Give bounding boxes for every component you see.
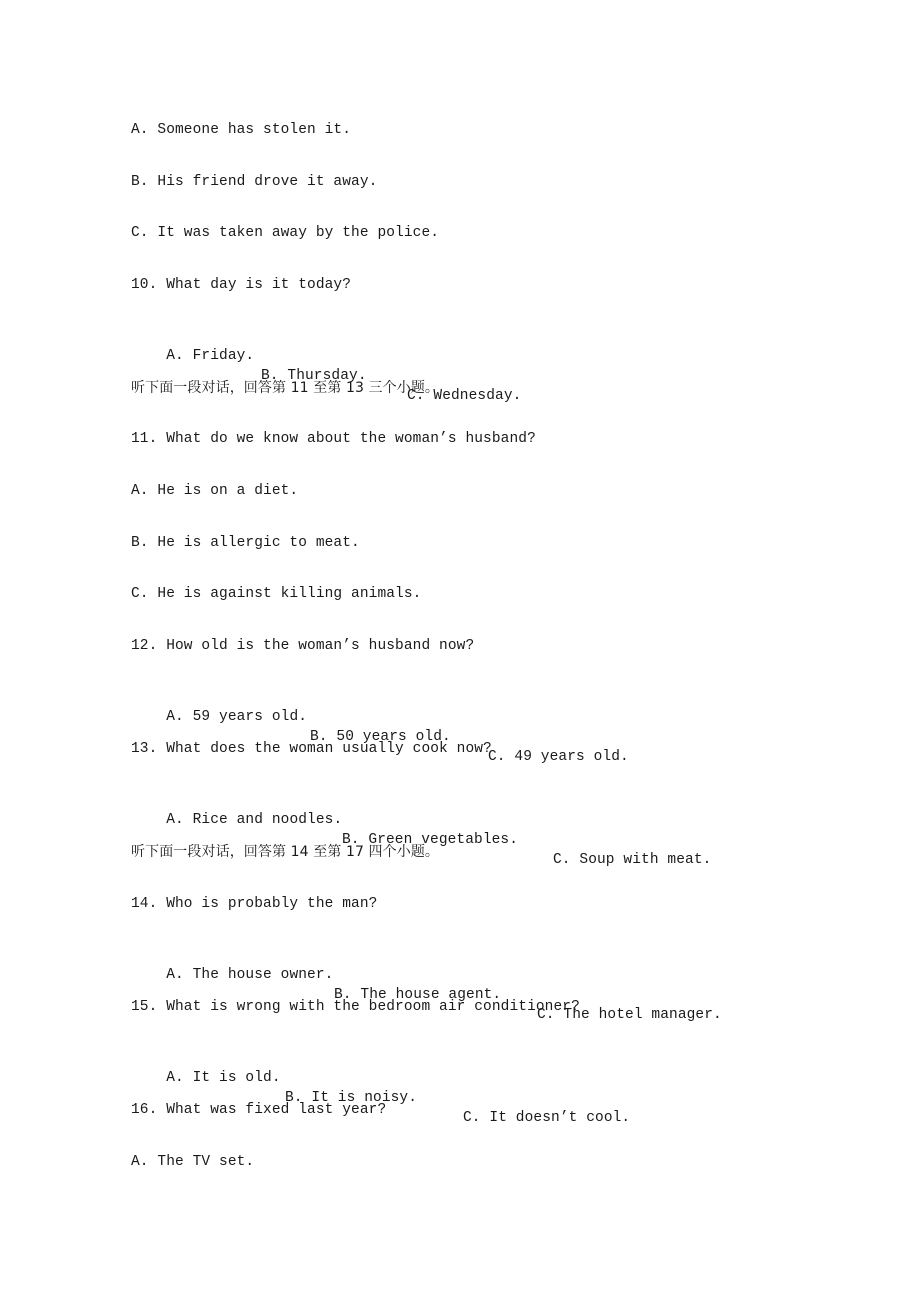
option-line: B. His friend drove it away. — [131, 174, 378, 190]
question-10: 10. What day is it today? — [131, 277, 352, 293]
option-a: A. Friday. — [166, 348, 255, 364]
option-line: A. Someone has stolen it. — [131, 122, 352, 138]
option-line: C. He is against killing animals. — [131, 586, 422, 602]
section-heading: 听下面一段对话，回答第 11 至第 13 三个小题。 — [131, 380, 440, 396]
option-c: C. Soup with meat. — [553, 852, 712, 868]
question-12: 12. How old is the woman’s husband now? — [131, 638, 475, 654]
option-b: B. 50 years old. — [310, 729, 451, 745]
option-c: C. The hotel manager. — [537, 1007, 722, 1023]
option-c: C. It doesn’t cool. — [463, 1110, 631, 1126]
option-a: A. It is old. — [166, 1070, 281, 1086]
option-b: B. It is noisy. — [285, 1090, 418, 1106]
question-11: 11. What do we know about the woman’s husband? — [131, 431, 536, 447]
option-a: A. Rice and noodles. — [166, 812, 343, 828]
option-line: C. It was taken away by the police. — [131, 225, 440, 241]
option-b: B. Green vegetables. — [342, 832, 519, 848]
question-13-options — [131, 790, 712, 890]
option-line: B. He is allergic to meat. — [131, 535, 360, 551]
option-line: A. The TV set. — [131, 1154, 255, 1170]
question-15-options — [131, 1048, 631, 1148]
question-16: 16. What was fixed last year? — [131, 1102, 387, 1118]
option-line: A. He is on a diet. — [131, 483, 299, 499]
option-a: A. The house owner. — [166, 967, 334, 983]
option-b: B. Thursday. — [261, 368, 367, 384]
question-13: 13. What does the woman usually cook now? — [131, 741, 492, 757]
option-c: C. 49 years old. — [488, 749, 629, 765]
option-a: A. 59 years old. — [166, 709, 308, 725]
section-heading: 听下面一段对话，回答第 14 至第 17 四个小题。 — [131, 844, 440, 860]
question-15: 15. What is wrong with the bedroom air conditioner? — [131, 999, 580, 1015]
option-b: B. The house agent. — [334, 987, 502, 1003]
question-14: 14. Who is probably the man? — [131, 896, 378, 912]
option-c: C. Wednesday. — [407, 388, 522, 404]
